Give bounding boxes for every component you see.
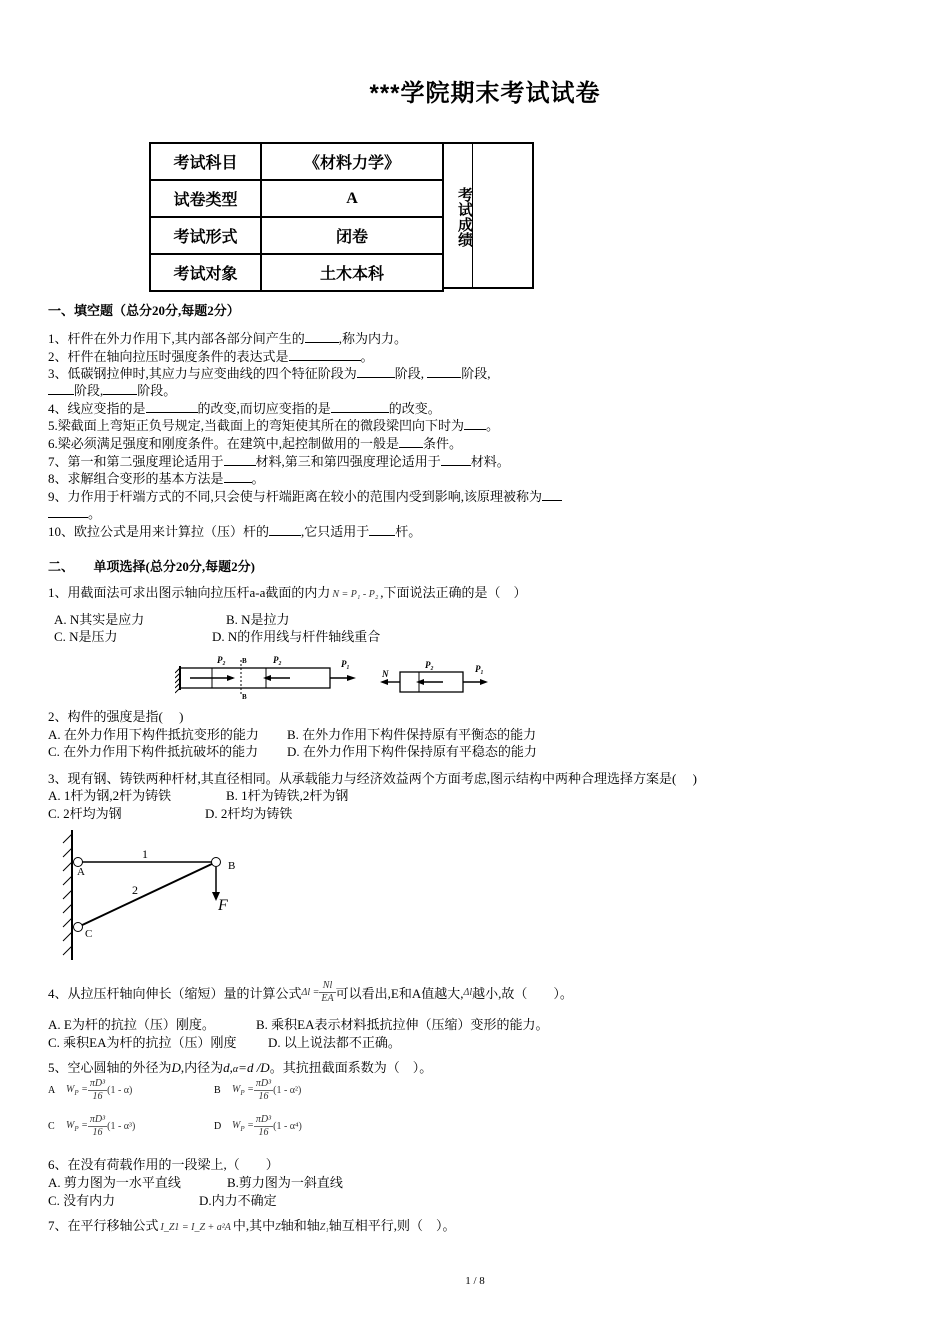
choice-q4-A: A. E为杆的抗拉（压）刚度。: [48, 1017, 215, 1032]
choice-q1-D: D. N的作用线与杆件轴线重合: [212, 629, 381, 644]
info-key: 考试形式: [150, 217, 261, 254]
label-p2-b: P₂: [425, 660, 434, 670]
fill-q3-cont: 阶段, 阶段。: [48, 380, 176, 399]
label-p2-right: P₂: [273, 655, 282, 665]
label-p1-b: P₁: [475, 664, 484, 674]
fill-q10: 10、欧拉公式是用来计算拉（压）杆的 ,它只适用于 杆。: [48, 524, 422, 539]
info-key: 考试科目: [150, 143, 261, 180]
choice-q5-B: B $W_P$ = $\frac{\text{πD³}}{16}$ (1 - α²): [214, 1078, 302, 1102]
fill-q3: 3、低碳钢拉伸时,其应力与应变曲线的四个特征阶段为 阶段, 阶段,: [48, 366, 491, 381]
fill-q2: 2、杆件在轴向拉压时强度条件的表达式是 。: [48, 349, 374, 364]
choice-q7: 7、在平行移轴公式 I_Z1 = I_Z + a²A 中,其中Z轴和轴Z₁轴互相平行,则（ ）。: [48, 1218, 456, 1233]
choice-q1: 1、用截面法可求出图示轴向拉压杆a-a截面的内力 N = P₁ - P₂ ,下面说法正确的是（ ）: [48, 585, 527, 600]
label-p1: P₁: [341, 659, 350, 669]
fill-q7: 7、第一和第二强度理论适用于 材料,第三和第四强度理论适用于 材料。: [48, 454, 510, 469]
info-value: 闭卷: [261, 217, 443, 254]
choice-q1-A: A. N其实是应力: [54, 612, 145, 627]
label-b-bottom: B: [242, 693, 247, 700]
choice-q4: 4、从拉压杆轴向伸长（缩短）量的计算公式Δl = $\frac{Nl}{EA}$ 可以看出,E和A值越大,Δl越小,故（ ）。: [48, 980, 573, 1004]
label-n: N: [382, 669, 389, 679]
choice-q5-D: D $W_P$ = $\frac{\text{πD³}}{16}$ (1 - α⁴): [214, 1114, 302, 1138]
fill-q6: 6.梁必须满足强度和刚度条件。在建筑中,起控制做用的一般是 条件。: [48, 436, 463, 451]
choice-q1-B: B. N是拉力: [226, 612, 290, 627]
formula-delta-l: $\frac{Nl}{EA}$: [321, 980, 334, 1004]
choice-q3-B: B. 1杆为铸铁,2杆为钢: [226, 788, 349, 803]
page-number: 1 / 8: [465, 1275, 485, 1287]
section-1-title: 一、填空题（总分20分,每题2分）: [48, 303, 240, 318]
choice-q2-B: B. 在外力作用下构件保持原有平衡态的能力: [287, 727, 537, 742]
fill-q9-cont: 。: [48, 503, 101, 522]
force-f-label: F: [218, 897, 228, 914]
label-b-top: B: [242, 657, 247, 665]
joint-b-label: B: [228, 860, 236, 872]
choice-q4-C: C. 乘积EA为杆的抗拉（压）刚度: [48, 1035, 237, 1050]
choice-q4-D: D. 以上说法都不正确。: [268, 1035, 401, 1050]
exam-info-table: [149, 142, 444, 292]
label-p2: P₂: [217, 655, 226, 665]
choice-q3: 3、现有钢、铸铁两种杆材,其直径相同。从承载能力与经济效益两个方面考虑,图示结构中两种合理选择方案是( ): [48, 771, 697, 786]
choice-q2-C: C. 在外力作用下构件抵抗破坏的能力: [48, 744, 259, 759]
choice-q2-A: A. 在外力作用下构件抵抗变形的能力: [48, 727, 259, 742]
fill-q8: 8、求解组合变形的基本方法是 。: [48, 471, 265, 486]
info-value: A: [261, 180, 443, 217]
choice-q3-C: C. 2杆均为钢: [48, 806, 122, 821]
choice-q6-C: C. 没有内力: [48, 1193, 116, 1208]
section-2-title: 二、 单项选择(总分20分,每题2分): [48, 559, 255, 574]
choice-q5-C: C $W_P$ = $\frac{\text{πD³}}{16}$ (1 - α³): [48, 1114, 136, 1138]
choice-q6-A: A. 剪力图为一水平直线: [48, 1175, 181, 1190]
choice-q6: 6、在没有荷载作用的一段梁上,（ ）: [48, 1157, 279, 1172]
fill-q4: 4、线应变指的是 的改变,而切应变指的是 的改变。: [48, 401, 441, 416]
info-key: 试卷类型: [150, 180, 261, 217]
choice-q3-D: D. 2杆均为铸铁: [205, 806, 293, 821]
choice-q6-D: D.内力不确定: [199, 1193, 277, 1208]
choice-q4-B: B. 乘积EA表示材料抵抗拉伸（压缩）变形的能力。: [256, 1017, 549, 1032]
choice-q2-D: D. 在外力作用下构件保持原有平稳态的能力: [287, 744, 537, 759]
joint-a-label: A: [77, 866, 85, 878]
choice-q6-B: B.剪力图为一斜直线: [227, 1175, 343, 1190]
choice-q5-A: A $W_P$ = $\frac{\text{πD³}}{16}$ (1 - α): [48, 1078, 133, 1102]
score-label: 考试成绩: [443, 144, 473, 289]
joint-c-label: C: [85, 928, 93, 940]
info-value: 《材料力学》: [261, 143, 443, 180]
choice-q1-C: C. N是压力: [54, 629, 118, 644]
choice-q5: 5、空心圆轴的外径为D,内径为d,α=d /D。其抗扭截面系数为（ ）。: [48, 1060, 433, 1075]
score-box: [443, 142, 534, 289]
info-key: 考试对象: [150, 254, 261, 291]
info-value: 土木本科: [261, 254, 443, 291]
fill-q1: 1、杆件在外力作用下,其内部各部分间产生的 ,称为内力。: [48, 331, 408, 346]
choice-q2: 2、构件的强度是指( ): [48, 709, 184, 724]
bar-1-label: 1: [142, 847, 148, 861]
truss-figure: [58, 826, 258, 966]
page-title: ***学院期末考试试卷: [369, 80, 601, 107]
fill-q5: 5.梁截面上弯矩正负号规定,当截面上的弯矩使其所在的微段梁凹向下时为 。: [48, 418, 500, 433]
fill-q9: 9、力作用于杆端方式的不同,只会使与杆端距离在较小的范围内受到影响,该原理被称为: [48, 486, 562, 505]
axial-bar-figure: [175, 652, 495, 700]
choice-q3-A: A. 1杆为钢,2杆为铸铁: [48, 788, 172, 803]
bar-2-label: 2: [132, 883, 138, 897]
